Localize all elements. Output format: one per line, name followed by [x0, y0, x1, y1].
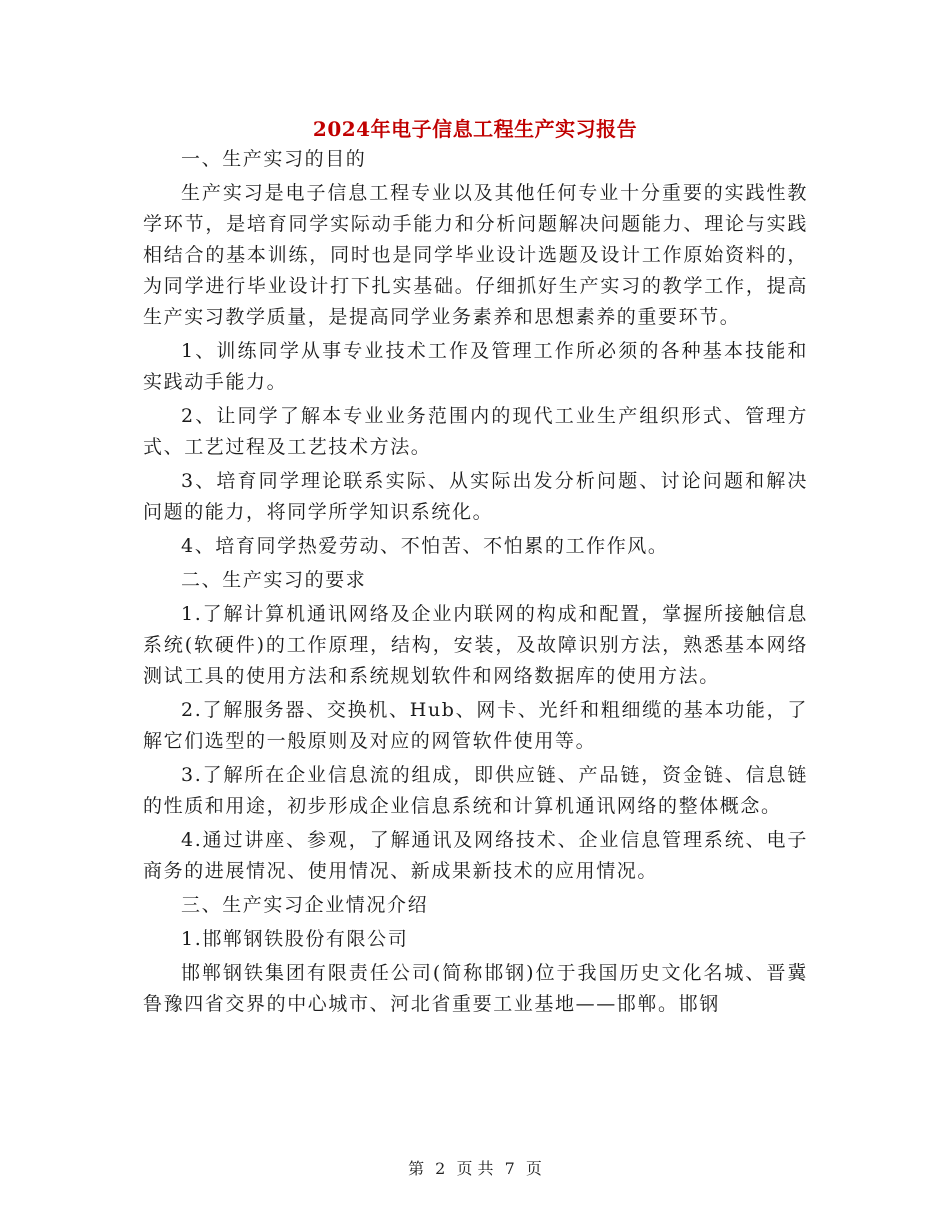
document-title: 2024年电子信息工程生产实习报告: [312, 117, 638, 141]
list-item: 2、让同学了解本专业业务范围内的现代工业生产组织形式、管理方式、工艺过程及工艺技术方法。: [143, 405, 808, 458]
footer-prefix: 第: [408, 1159, 425, 1178]
list-item: 4、培育同学热爱劳动、不怕苦、不怕累的工作作风。: [181, 535, 669, 557]
footer-page-number: 2: [435, 1159, 446, 1178]
page-footer: [0, 1156, 950, 1179]
list-item: 4.通过讲座、参观，了解通讯及网络技术、企业信息管理系统、电子商务的进展情况、使用情况、新成果新技术的应用情况。: [143, 829, 808, 882]
list-item: 2.了解服务器、交换机、Hub、网卡、光纤和粗细缆的基本功能，了解它们选型的一般原则及对应的网管软件使用等。: [143, 699, 808, 752]
list-item: 3.了解所在企业信息流的组成，即供应链、产品链，资金链、信息链的性质和用途，初步形成企业信息系统和计算机通讯网络的整体概念。: [143, 764, 808, 817]
list-item: 1.了解计算机通讯网络及企业内联网的构成和配置，掌握所接触信息系统(软硬件)的工作原理，结构，安装，及故障识别方法，熟悉基本网络测试工具的使用方法和系统规划软件和网络数据库的使用方法。: [143, 603, 808, 687]
section-heading-1: 一、生产实习的目的: [181, 148, 367, 170]
section-heading-3: 三、生产实习企业情况介绍: [181, 894, 429, 916]
subsection-heading: 1.邯郸钢铁股份有限公司: [181, 928, 409, 950]
footer-suffix: 页: [525, 1159, 542, 1178]
paragraph: 邯郸钢铁集团有限责任公司(简称邯钢)位于我国历史文化名城、晋冀鲁豫四省交界的中心城市、河北省重要工业基地——邯郸。邯钢: [143, 962, 808, 1015]
list-item: 1、训练同学从事专业技术工作及管理工作所必须的各种基本技能和实践动手能力。: [143, 340, 808, 393]
section-heading-2: 二、生产实习的要求: [181, 569, 367, 591]
footer-mid: 页 共: [456, 1159, 494, 1178]
document-body: [143, 144, 808, 1023]
footer-total-pages: 7: [504, 1159, 515, 1178]
list-item: 3、培育同学理论联系实际、从实际出发分析问题、讨论问题和解决问题的能力，将同学所学知识系统化。: [143, 470, 808, 523]
paragraph: 生产实习是电子信息工程专业以及其他任何专业十分重要的实践性教学环节，是培育同学实际动手能力和分析问题解决问题能力、理论与实践相结合的基本训练，同时也是同学毕业设计选题及设计工作原始资料的，为同学进行毕业设计打下扎实基础。仔细抓好生产实习的教学工作，提高生产实习教学质量，是提高同学业务素养和思想素养的重要环节。: [143, 182, 808, 328]
